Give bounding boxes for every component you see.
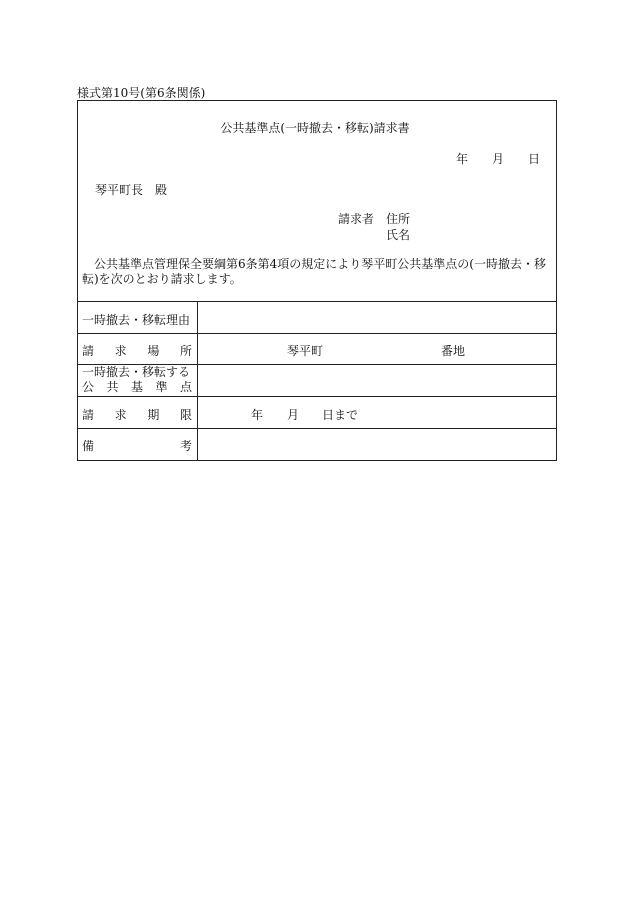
benchmark-label <box>82 365 192 395</box>
document-title: 公共基準点(一時撤去・移転)請求書 <box>220 121 410 135</box>
requester-name-label: 氏名 <box>386 228 411 242</box>
requester-address-label: 住所 <box>386 212 411 226</box>
row-divider <box>77 396 556 397</box>
body-line-2: 転)を次のとおり請求します。 <box>82 272 242 286</box>
reason-label: 一時撤去・移転理由 <box>82 313 191 327</box>
deadline-label: 請 求 期 限 <box>82 408 192 422</box>
date-month: 月 <box>492 152 505 166</box>
reason-field[interactable] <box>198 302 555 333</box>
row-divider <box>77 333 556 334</box>
location-town: 琴平町 <box>287 344 324 358</box>
addressee: 琴平町長 殿 <box>95 183 168 197</box>
requester-label: 請求者 <box>338 212 375 226</box>
deadline-year: 年 <box>251 408 264 422</box>
benchmark-field[interactable] <box>198 365 555 396</box>
location-label: 請 求 場 所 <box>82 344 192 358</box>
request-body <box>82 257 552 287</box>
remarks-label: 備 考 <box>82 439 192 453</box>
deadline-until: 日まで <box>322 408 359 422</box>
deadline-month: 月 <box>287 408 300 422</box>
benchmark-label-line1: 一時撤去・移転する <box>82 365 191 379</box>
date-year: 年 <box>456 152 469 166</box>
date-day: 日 <box>528 152 541 166</box>
form-number: 様式第10号(第6条関係) <box>77 86 206 100</box>
location-lot: 番地 <box>441 344 466 358</box>
remarks-field[interactable] <box>198 429 555 459</box>
body-line-1: 公共基準点管理保全要綱第6条第4項の規定により琴平町公共基準点の(一時撤去・移 <box>94 257 546 271</box>
benchmark-label-line2: 公 共 基 準 点 <box>82 380 192 394</box>
